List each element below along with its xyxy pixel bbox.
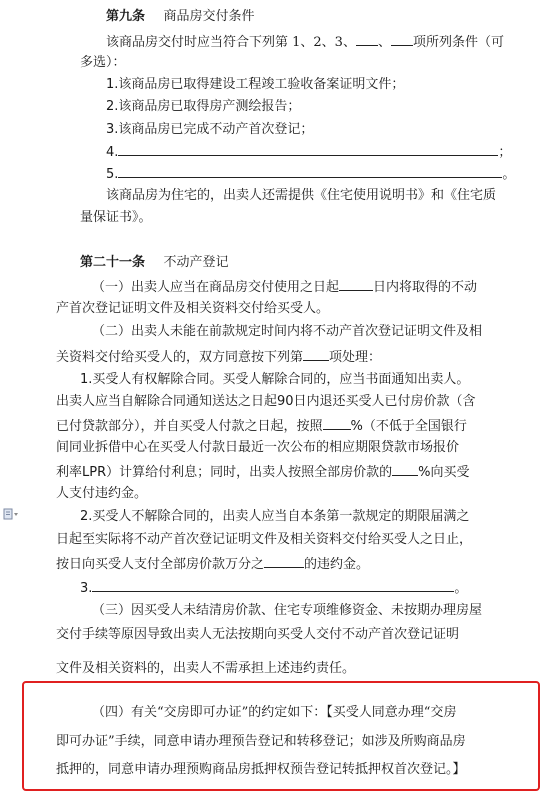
clause-1-cont: 产首次登记证明文件及相关资料交付给买受人。 xyxy=(56,301,330,316)
clause-4-line-1: （四）有关“交房即可办证”的约定如下：【买受人同意办理“交房 xyxy=(92,705,457,720)
article-9-note: 该商品房为住宅的，出卖人还需提供《住宅使用说明书》和《住宅质 xyxy=(106,188,497,203)
option-1-line-6: 人支付违约金。 xyxy=(56,486,148,501)
article-9-heading xyxy=(106,8,255,26)
option-1-line-1: 1.买受人有权解除合同。买受人解除合同的，应当书面通知出卖人。 xyxy=(80,372,470,387)
blank-field xyxy=(118,164,502,178)
article-9-number: 第九条 xyxy=(106,9,146,24)
blank-field xyxy=(92,578,454,592)
clause-3-line-3: 文件及相关资料的，出卖人不需承担上述违约责任。 xyxy=(56,661,356,676)
option-3: 3. 。 xyxy=(80,578,467,598)
clause-4-line-3: 抵押的，同意申请办理预购商品房抵押权预告登记转抵押权首次登记。】 xyxy=(56,762,466,777)
condition-item-4: 4. ； xyxy=(106,142,511,162)
article-21-heading xyxy=(80,254,229,272)
blank-field xyxy=(323,416,351,430)
clause-3-line-2: 交付手续等原因导致出卖人无法按期向买受人交付不动产首次登记证明 xyxy=(56,627,460,642)
option-1-line-2: 出卖人应当自解除合同通知送达之日起90日内退还买受人已付房价款（含 xyxy=(56,394,476,409)
option-2-line-2: 日起至实际将不动产首次登记证明文件及相关资料交付给买受人之日止， xyxy=(56,532,473,547)
article-9-title: 商品房交付条件 xyxy=(163,9,255,24)
article-9-intro: 该商品房交付时应当符合下列第 1、2、3、 、 项所列条件（可 xyxy=(106,32,504,52)
clause-1: （一）出卖人应当在商品房交付使用之日起 日内将取得的不动 xyxy=(92,277,477,297)
option-1-line-5: 利率LPR）计算给付利息；同时，出卖人按照全部房价款的 %向买受 xyxy=(56,462,469,482)
clause-3-line-1: （三）因买受人未结清房价款、住宅专项维修资金、未按期办理房屋 xyxy=(92,603,483,618)
blank-field xyxy=(303,347,329,361)
blank-field xyxy=(264,554,304,568)
blank-field xyxy=(392,462,418,476)
blank-field xyxy=(391,32,413,46)
blank-field xyxy=(339,277,373,291)
clause-2-cont: 关资料交付给买受人的，双方同意按下列第 项处理： xyxy=(56,347,381,367)
option-2-line-3: 按日向买受人支付全部房价款万分之 的违约金。 xyxy=(56,554,369,574)
condition-item-1: 1.该商品房已取得建设工程竣工验收备案证明文件； xyxy=(106,77,405,92)
option-1-line-4: 间同业拆借中心在买受人付款日最近一次公布的相应期限贷款市场报价 xyxy=(56,440,460,455)
option-2-line-1: 2.买受人不解除合同的，出卖人应当自本条第一款规定的期限届满之 xyxy=(80,509,470,524)
clause-2: （二）出卖人未能在前款规定时间内将不动产首次登记证明文件及相 xyxy=(92,324,483,339)
blank-field xyxy=(356,32,378,46)
clause-4-line-2: 即可办证”手续，同意申请办理预告登记和转移登记；如涉及所购商品房 xyxy=(56,734,466,749)
condition-item-2: 2.该商品房已取得房产测绘报告； xyxy=(106,99,301,114)
option-1-line-3: 已付贷款部分），并自买受人付款之日起，按照 %（不低于全国银行 xyxy=(56,416,467,436)
blank-field xyxy=(118,142,498,156)
condition-item-3: 3.该商品房已完成不动产首次登记； xyxy=(106,122,314,137)
condition-item-5: 5. 。 xyxy=(106,164,515,184)
article-21-number: 第二十一条 xyxy=(80,255,146,270)
article-21-title: 不动产登记 xyxy=(163,255,229,270)
document-icon[interactable] xyxy=(3,508,19,520)
article-9-intro-cont: 多选）： xyxy=(80,55,126,70)
article-9-note-cont: 量保证书》。 xyxy=(80,210,152,225)
